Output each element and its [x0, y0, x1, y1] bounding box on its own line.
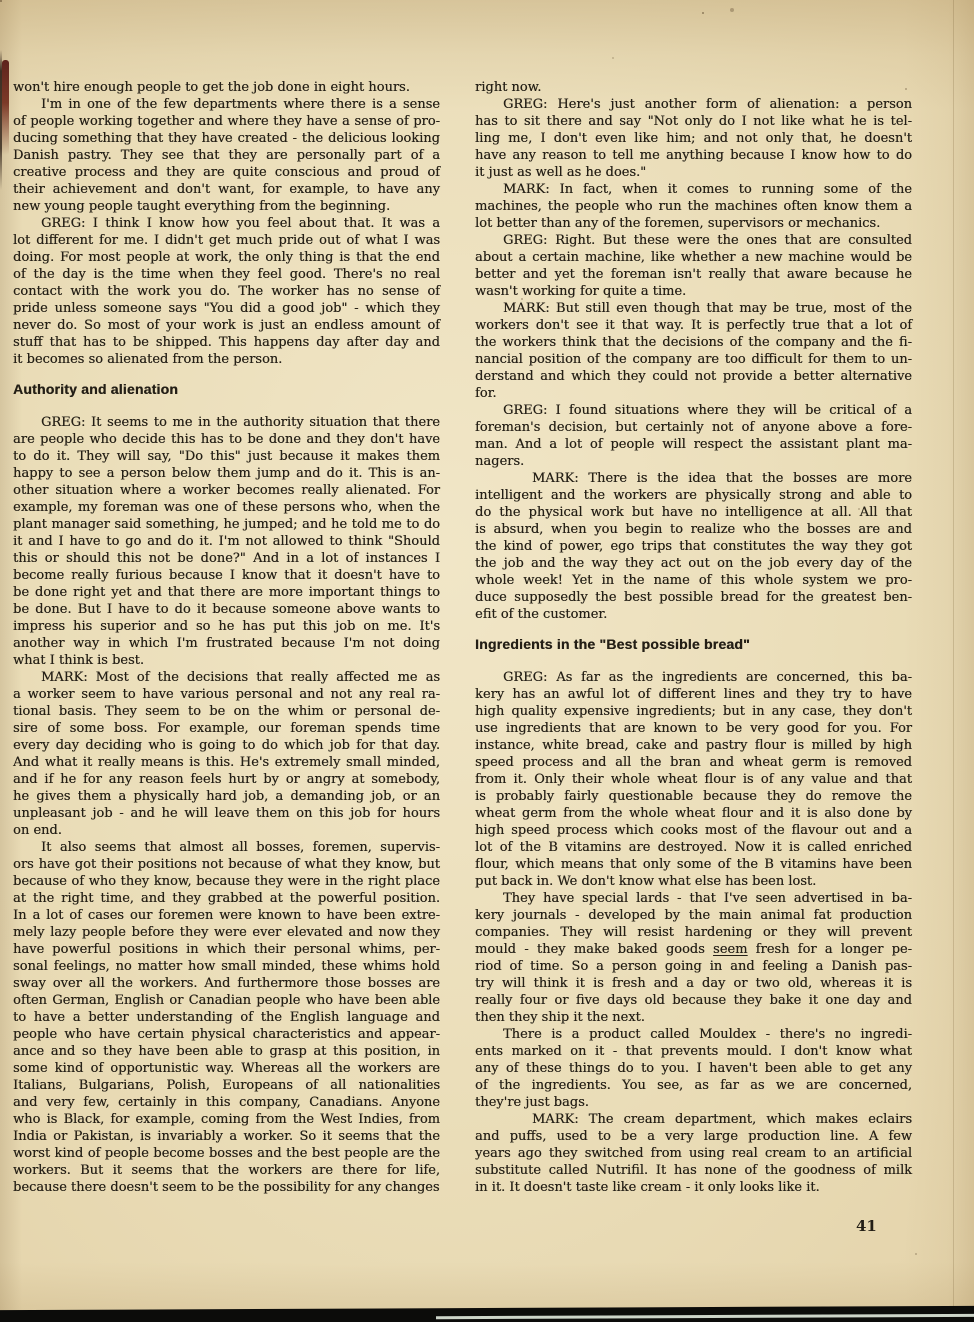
- text-line: whole week! Yet in the name of this whole system we pro-: [475, 573, 912, 588]
- text-line: I'm in one of the few departments where there is a sense: [41, 97, 440, 112]
- text-line: tional basis. They seem to be on the whim or personal de-: [13, 704, 440, 719]
- section-heading: Ingredients in the "Best possible bread": [475, 636, 750, 652]
- ink-smudge: [2, 60, 9, 155]
- text-line: of the ingredients. You see, as far as we are concerned,: [475, 1078, 912, 1093]
- text-line: is probably fairly questionable because they do remove the: [475, 789, 912, 804]
- text-line: it and I have to go and do it. I'm not allowed to think "Should: [13, 534, 440, 549]
- paragraph: [475, 300, 912, 402]
- text-line: example, my foreman was one of these persons who, when the: [13, 500, 440, 515]
- text-line: about a certain machine, like whether a new machine would be: [475, 250, 912, 265]
- text-line: they're just bags.: [475, 1095, 589, 1110]
- text-line: it becomes so alienated from the person.: [13, 352, 283, 367]
- paragraph: [475, 181, 912, 232]
- text-line: pride unless someone says "You did a good job" - which they: [13, 301, 440, 316]
- paragraph: [475, 1111, 912, 1196]
- text-line: MARK: Most of the decisions that really affected me as: [41, 670, 440, 685]
- text-line: the workers think that the decisions of the company and the fi-: [475, 335, 912, 350]
- text-line: the job and the way they act out on the job every day of the: [475, 556, 912, 571]
- paragraph: [13, 96, 440, 215]
- text-line: wheat germ from the whole wheat flour and it is also done by: [475, 806, 912, 821]
- text-line: GREG: Here's just another form of alienation: a person: [503, 97, 912, 112]
- text-line: GREG: As far as the ingredients are concerned, this ba-: [503, 670, 912, 685]
- text-line: better and yet the foreman isn't really that aware because he: [475, 267, 912, 282]
- text-line: right now.: [475, 80, 542, 95]
- text-line: impress his superior and so he has put this job on me. It's: [13, 619, 440, 634]
- text-line: become really furious because I know that it doesn't have to: [13, 568, 440, 583]
- text-line: what I think is best.: [13, 653, 145, 668]
- text-line: plant manager said something, he jumped; and he told me to do: [13, 517, 440, 532]
- text-line: man. And a lot of people will respect the assistant plant ma-: [475, 437, 912, 452]
- text-line: who is Black, for example, coming from the West Indies, from: [13, 1112, 440, 1127]
- text-line: use ingredients that are known to be very good for you. For: [475, 721, 912, 736]
- text-line: It also seems that almost all bosses, foremen, supervis-: [41, 840, 440, 855]
- text-line: really four or five days old because they bake it one day and: [475, 993, 912, 1008]
- text-line: mould - they make baked goods seem fresh for a longer pe-: [475, 942, 912, 957]
- paragraph: [475, 890, 912, 1026]
- text-line: duce supposedly the best possible bread for the greatest ben-: [475, 590, 912, 605]
- right-text-column: [475, 79, 912, 1196]
- text-line: workers don't see it that way. It is perfectly true that a lot of: [475, 318, 912, 333]
- text-line: ance and so they have been able to grasp at this position, in: [13, 1044, 440, 1059]
- text-line: other situation where a worker becomes really alienated. For: [13, 483, 440, 498]
- text-line: every day deciding who is going to do which job for that day.: [13, 738, 440, 753]
- text-line: creative process and they are quite conscious and proud of: [13, 165, 440, 180]
- text-line: this or should this not be done?" And in a lot of instances I: [13, 551, 440, 566]
- text-line: some kind of opportunistic way. Whereas all the workers are: [13, 1061, 440, 1076]
- text-line: are people who decide this has to be done and they don't have: [13, 432, 440, 447]
- text-line: won't hire enough people to get the job done in eight hours.: [13, 80, 410, 95]
- paragraph: [475, 669, 912, 890]
- text-line: a worker seem to have various personal and not any real ra-: [13, 687, 440, 702]
- text-line: happy to see a person below them jump and do it. This is an-: [13, 466, 440, 481]
- text-line: stuff that has to be shipped. This happens day after day and: [13, 335, 440, 350]
- text-line: be done right yet and that there are more important things to: [13, 585, 440, 600]
- scan-edge-band: [0, 1306, 974, 1322]
- text-line: companies. They will resist hardening or they will prevent: [475, 925, 912, 940]
- text-line: on end.: [13, 823, 62, 838]
- text-line: another way in which I'm frustrated because I'm not doing: [13, 636, 440, 651]
- text-line: to have a better understanding of the English language and: [13, 1010, 440, 1025]
- text-line: lot better than any of the foremen, supervisors or mechanics.: [475, 216, 881, 231]
- text-line: GREG: I found situations where they will be critical of a: [503, 403, 912, 418]
- text-line: India or Pakistan, is invariably a worker. So it seems that the: [13, 1129, 440, 1144]
- text-line: have any reason to tell me anything because I know how to do: [475, 148, 912, 163]
- text-line: speed process and all the bran and wheat germ is removed: [475, 755, 912, 770]
- text-line: workers. But it seems that the workers are there for life,: [13, 1163, 440, 1178]
- paragraph: [13, 79, 440, 96]
- text-line: try will think it is fresh and a day or two old, whereas it is: [475, 976, 912, 991]
- paragraph: [13, 839, 440, 1196]
- paragraph: [13, 414, 440, 669]
- text-line: unpleasant job - and he will leave them on this job for hours: [13, 806, 440, 821]
- text-line: Italians, Bulgarians, Polish, Europeans of all nationalities: [13, 1078, 440, 1093]
- text-line: never do. So most of your work is just an endless amount of: [13, 318, 440, 333]
- text-line: nancial position of the company are too difficult for them to un-: [475, 352, 912, 367]
- text-line: sonal feelings, no matter how small minded, these whims hold: [13, 959, 440, 974]
- text-line: he gives them a physically hard job, a demanding job, or an: [13, 789, 440, 804]
- paragraph: [475, 96, 912, 181]
- text-line: wasn't working for quite a time.: [475, 284, 687, 299]
- text-line: MARK: In fact, when it comes to running some of the: [503, 182, 912, 197]
- text-line: foreman's decision, but certainly not of anyone above a fore-: [475, 420, 912, 435]
- paragraph: [475, 1026, 912, 1111]
- paragraph: [13, 215, 440, 368]
- text-line: nagers.: [475, 454, 525, 469]
- text-line: They have special lards - that I've seen advertised in ba-: [503, 891, 912, 906]
- text-line: MARK: The cream department, which makes eclairs: [532, 1112, 912, 1127]
- text-line: sire of some boss. For example, our foreman spends time: [13, 721, 440, 736]
- paragraph: [475, 79, 912, 96]
- text-line: lot of the B vitamins are destroyed. Now it is called enriched: [475, 840, 912, 855]
- text-line: and puffs, used to be a very large production line. A few: [475, 1129, 912, 1144]
- text-line: GREG: Right. But these were the ones that are consulted: [503, 233, 912, 248]
- text-line: kery journals - developed by the main animal fat production: [475, 908, 912, 923]
- text-line: MARK: But still even though that may be true, most of the: [503, 301, 912, 316]
- text-line: doing. For most people at work, the only thing is that the end: [13, 250, 440, 265]
- paragraph: [475, 470, 912, 623]
- text-line: the kind of power, ego trips that constitutes the way they got: [475, 539, 912, 554]
- text-line: contact with the work you do. The worker has no sense of: [13, 284, 440, 299]
- text-line: it just as well as he does.": [475, 165, 647, 180]
- text-line: high speed process which cooks most of the flavour out and a: [475, 823, 912, 838]
- text-line: years ago they switched from using real cream to an artificial: [475, 1146, 912, 1161]
- text-line: substitute called Nutrifil. It has none of the goodness of milk: [475, 1163, 912, 1178]
- text-line: high quality expensive ingredients; but in any case, they don't: [475, 704, 912, 719]
- paragraph: [13, 669, 440, 839]
- text-line: is absurd, when you begin to realize who the bosses are and: [475, 522, 912, 537]
- text-line: riod of time. So a person going in and feeling a Danish pas-: [475, 959, 912, 974]
- text-line: instance, white bread, cake and pastry flour is milled by high: [475, 738, 912, 753]
- text-line: of the day is the time when they feel good. There's no real: [13, 267, 440, 282]
- text-line: any of these things do to you. I haven't been able to get any: [475, 1061, 912, 1076]
- text-line: their achievement and don't want, for example, to have any: [13, 182, 440, 197]
- text-line: and if he for any reason feels hurt by or angry at somebody,: [13, 772, 440, 787]
- text-line: ling me, I don't even like him; and not only that, he doesn't: [475, 131, 912, 146]
- text-line: at the right time, and they grabbed at the powerful position.: [13, 891, 440, 906]
- text-line: intelligent and the workers are physically strong and able to: [475, 488, 912, 503]
- text-line: has to sit there and say "Not only do I not like what he is tel-: [475, 114, 912, 129]
- text-line: And what it really means is this. He's extremely small minded,: [13, 755, 440, 770]
- text-line: MARK: There is the idea that the bosses are more: [532, 471, 912, 486]
- page-number: 41: [856, 1217, 877, 1235]
- text-line: put back in. We don't know what else has been lost.: [475, 874, 817, 889]
- text-line: ors have got their positions not because of what they know, but: [13, 857, 440, 872]
- text-line: GREG: I think I know how you feel about that. It was a: [41, 216, 440, 231]
- text-line: often German, English or Canadian people who have been able: [13, 993, 440, 1008]
- text-line: GREG: It seems to me in the authority situation that there: [41, 415, 440, 430]
- text-line: to do it. They will say, "Do this" just because it makes them: [13, 449, 440, 464]
- text-line: There is a product called Mouldex - there's no ingredi-: [503, 1027, 912, 1042]
- text-line: lot different for me. I didn't get much pride out of what I was: [13, 233, 440, 248]
- text-line: and very few, certainly in this company, Canadians. Anyone: [13, 1095, 440, 1110]
- text-line: mely lazy people before they were ever elevated and now they: [13, 925, 440, 940]
- text-line: ducing something that they have created - the delicious looking: [13, 131, 440, 146]
- text-line: people who have certain physical characteristics and appear-: [13, 1027, 440, 1042]
- text-line: sway over all the workers. And furthermore those bosses are: [13, 976, 440, 991]
- text-line: new young people taught everything from the beginning.: [13, 199, 391, 214]
- text-line: do the physical work but have no intelligence at all. All that: [475, 505, 912, 520]
- text-line: flour, which means that only some of the B vitamins have been: [475, 857, 912, 872]
- text-line: in it. It doesn't taste like cream - it only looks like it.: [475, 1180, 820, 1195]
- text-line: efit of the customer.: [475, 607, 608, 622]
- text-line: have powerful positions in which their personal whims, per-: [13, 942, 440, 957]
- text-line: for.: [475, 386, 497, 401]
- text-line: because there doesn't seem to be the possibility for any changes: [13, 1180, 440, 1195]
- text-line: derstand and which they could not provide a better alternative: [475, 369, 912, 384]
- text-line: because of who they know, because they were in the right place: [13, 874, 440, 889]
- paragraph: [475, 402, 912, 470]
- paper-crease: [953, 0, 954, 1322]
- scan-edge-stripe: [436, 1314, 974, 1319]
- text-line: be done. But I have to do it because someone above wants to: [13, 602, 440, 617]
- paragraph: [475, 232, 912, 300]
- text-line: kery has an awful lot of different lines and they try to have: [475, 687, 912, 702]
- section-heading: Authority and alienation: [13, 381, 179, 397]
- text-line: In a lot of cases our foremen were known to have been extre-: [13, 908, 440, 923]
- text-line: ents marked on it - that prevents mould. I don't know what: [475, 1044, 912, 1059]
- text-line: Danish pastry. They see that they are personally part of a: [13, 148, 440, 163]
- paper-specks: [0, 0, 2, 2]
- text-line: worst kind of people become bosses and the best people are the: [13, 1146, 440, 1161]
- text-line: from it. Only their whole wheat flour is of any value and that: [475, 772, 912, 787]
- text-line: of people working together and where they have a sense of pro-: [13, 114, 440, 129]
- left-text-column: [13, 79, 440, 1196]
- text-line: machines, the people who run the machines often know them a: [475, 199, 912, 214]
- text-line: then they ship it the next.: [475, 1010, 645, 1025]
